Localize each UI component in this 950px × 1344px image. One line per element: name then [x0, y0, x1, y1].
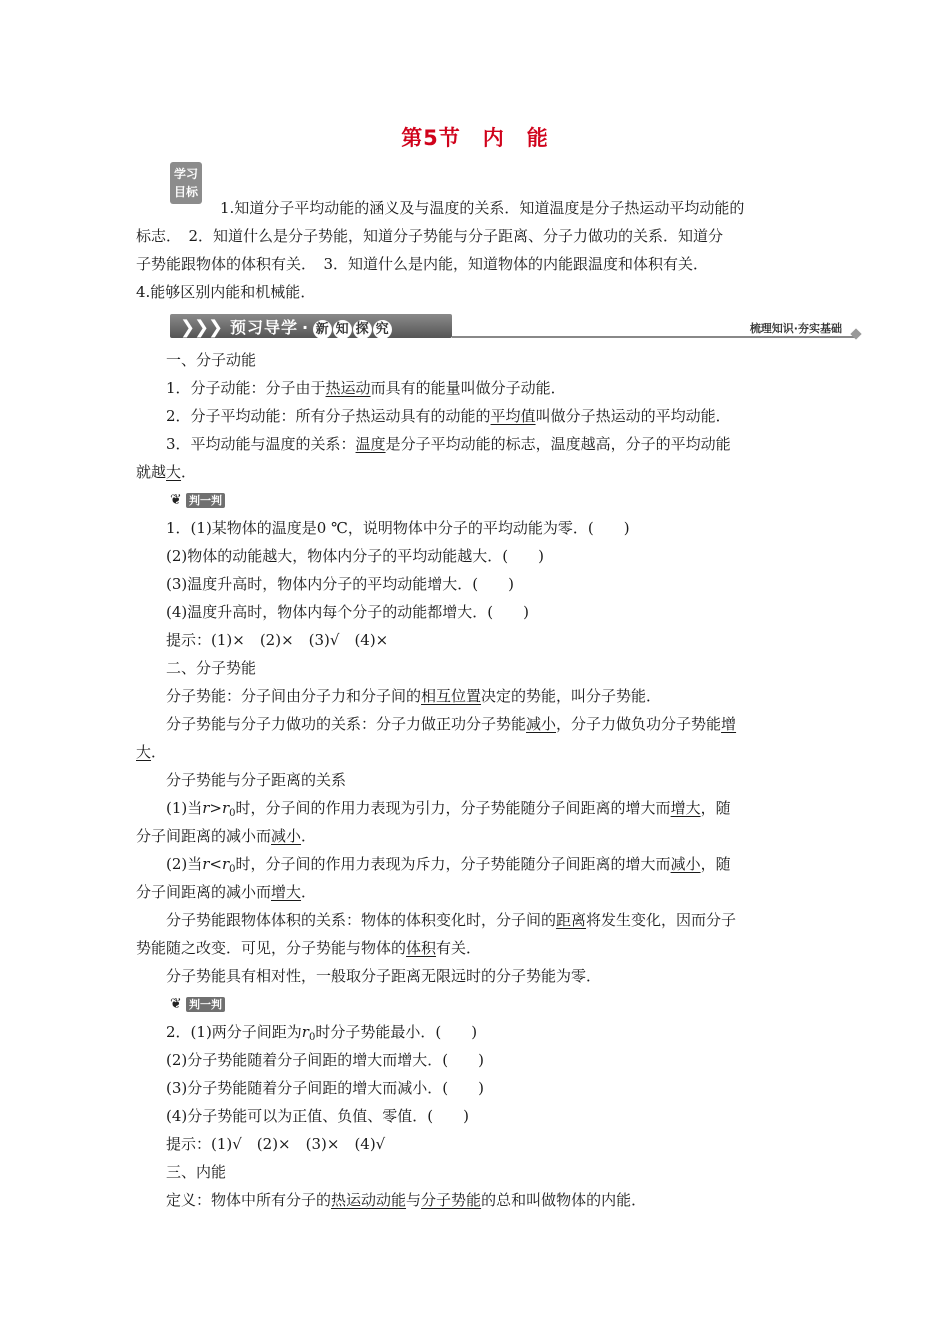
underlined-answer: 距离 [556, 911, 587, 929]
text: 就越 [136, 463, 167, 481]
judge-tag: 判一判 [186, 493, 225, 508]
objectives-line: 子势能跟物体的体积有关． 3．知道什么是内能，知道物体的内能跟温度和体积有关． [136, 255, 709, 273]
banner-title [230, 318, 393, 339]
math-sub: 0 [229, 808, 236, 819]
underlined-answer: 相互位置 [421, 687, 482, 705]
paragraph [136, 850, 816, 878]
paragraph [136, 1186, 816, 1214]
objectives-line: 标志． 2．知道什么是分子势能，知道分子势能与分子距离、分子力做功的关系．知道分 [136, 227, 724, 245]
banner-circle-char: 知 [333, 320, 352, 339]
hint: 提示：(1)× (2)× (3)√ (4)× [166, 631, 389, 649]
objectives-badge-bottom: 目标 [173, 185, 198, 199]
paragraph [136, 822, 816, 850]
question [136, 1018, 816, 1046]
question: (3)分子势能随着分子间距的增大而减小．( ) [166, 1079, 484, 1097]
text: 时，分子间的作用力表现为斥力，分子势能随分子间距离的增大而 [235, 855, 671, 873]
paragraph [136, 430, 816, 458]
text: ． [301, 827, 317, 845]
question: (3)温度升高时，物体内分子的平均动能增大．( ) [166, 575, 514, 593]
text: ，随 [700, 799, 731, 817]
text: 3．平均动能与温度的关系： [166, 435, 356, 453]
math-var: r [202, 855, 210, 873]
text: 的总和叫做物体的内能． [481, 1191, 647, 1209]
objectives-badge-top: 学习 [173, 167, 198, 181]
banner-title-main: 预习导学 [230, 318, 299, 337]
banner-dark-bar [170, 314, 452, 338]
question: 1．(1)某物体的温度是0 ℃，说明物体中分子的平均动能为零．( ) [166, 519, 630, 537]
banner-subtitle: 梳理知识·夯实基础 [749, 322, 842, 335]
text: 分子势能：分子间由分子力和分子间的 [166, 687, 422, 705]
math-sub: 0 [229, 864, 236, 875]
paragraph [136, 402, 816, 430]
text: 分子势能跟物体体积的关系：物体的体积变化时，分子间的 [166, 911, 557, 929]
banner-dot: · [302, 318, 310, 337]
paragraph [136, 738, 816, 766]
section-heading: 三、内能 [166, 1163, 227, 1181]
paragraph [136, 934, 816, 962]
question: (2)分子势能随着分子间距的增大而增大．( ) [166, 1051, 484, 1069]
text: ，随 [700, 855, 731, 873]
text: 定义：物体中所有分子的 [166, 1191, 332, 1209]
math-var: r [202, 799, 210, 817]
main-content [136, 346, 816, 1214]
paragraph: 分子势能具有相对性，一般取分子距离无限远时的分子势能为零． [166, 967, 602, 985]
underlined-answer: 平均值 [490, 407, 536, 425]
leaf-icon: ❦ [170, 492, 182, 508]
underlined-answer: 增 [721, 715, 737, 733]
underlined-answer: 增大 [271, 883, 302, 901]
paragraph [136, 906, 816, 934]
underlined-answer: 增大 [670, 799, 701, 817]
underlined-answer: 热运动动能 [331, 1191, 407, 1209]
paragraph [136, 878, 816, 906]
text: 有关． [436, 939, 482, 957]
text: 1．分子动能：分子由于 [166, 379, 326, 397]
question: (4)温度升高时，物体内每个分子的动能都增大．( ) [166, 603, 529, 621]
text: ，分子力做负功分子势能 [556, 715, 722, 733]
section-banner [170, 312, 862, 342]
text: 与 [406, 1191, 422, 1209]
learning-objectives [136, 194, 816, 306]
paragraph: 分子势能与分子距离的关系 [166, 771, 347, 789]
text: 决定的势能，叫分子势能． [481, 687, 662, 705]
text: 时，分子间的作用力表现为引力，分子势能随分子间距离的增大而 [235, 799, 671, 817]
text: ． [301, 883, 317, 901]
underlined-answer: 减小 [670, 855, 701, 873]
text: 而具有的能量叫做分子动能． [370, 379, 566, 397]
math-var: r [222, 799, 230, 817]
underlined-answer: 减小 [271, 827, 302, 845]
text: 分子势能与分子力做功的关系：分子力做正功分子势能 [166, 715, 527, 733]
paragraph [136, 458, 816, 486]
leaf-icon: ❦ [170, 996, 182, 1012]
judge-label [136, 990, 816, 1018]
text: 分子间距离的减小而 [136, 883, 272, 901]
text: 2．分子平均动能：所有分子热运动具有的动能的 [166, 407, 491, 425]
math-sub: 0 [308, 1032, 316, 1043]
question: (4)分子势能可以为正值、负值、零值．( ) [166, 1107, 469, 1125]
paragraph [136, 682, 816, 710]
underlined-answer: 热运动 [325, 379, 371, 397]
banner-circle-char: 究 [373, 320, 392, 339]
section-heading: 二、分子势能 [166, 659, 257, 677]
banner-circle-char: 新 [313, 320, 332, 339]
text: 是分子平均动能的标志，温度越高，分子的平均动能 [385, 435, 731, 453]
text: (1)当 [166, 799, 203, 817]
text: 势能随之改变．可见，分子势能与物体的 [136, 939, 407, 957]
underlined-answer: 分子势能 [421, 1191, 482, 1209]
underlined-answer: 大 [136, 743, 152, 761]
paragraph [136, 794, 816, 822]
banner-circle-char: 探 [353, 320, 372, 339]
judge-label [136, 486, 816, 514]
underlined-answer: 减小 [526, 715, 557, 733]
math-op: > [209, 799, 222, 817]
page-title: 第5节 内 能 [401, 126, 549, 150]
text: 将发生变化，因而分子 [586, 911, 737, 929]
underlined-answer: 大 [166, 463, 182, 481]
question: (2)物体的动能越大，物体内分子的平均动能越大．( ) [166, 547, 544, 565]
math-var: r [222, 855, 230, 873]
underlined-answer: 温度 [355, 435, 386, 453]
hint: 提示：(1)√ (2)× (3)× (4)√ [166, 1135, 386, 1153]
section-heading: 一、分子动能 [166, 351, 257, 369]
judge-tag: 判一判 [186, 997, 225, 1012]
objectives-line: 4.能够区别内能和机械能． [136, 283, 316, 301]
objectives-line: 1.知道分子平均动能的涵义及与温度的关系．知道温度是分子热运动平均动能的 [220, 199, 745, 217]
text: 叫做分子热运动的平均动能． [535, 407, 731, 425]
underlined-answer: 体积 [406, 939, 437, 957]
paragraph [136, 374, 816, 402]
text: 时分子势能最小．( ) [315, 1023, 478, 1041]
chevron-right-icon: ❯ [208, 317, 224, 338]
text: ． [181, 463, 197, 481]
chevron-right-icon: ❯ [194, 317, 210, 338]
chevron-right-icon: ❯ [180, 317, 196, 338]
banner-divider [452, 336, 856, 338]
text: (2)当 [166, 855, 203, 873]
text: ． [151, 743, 167, 761]
text: 2．(1)两分子间距为 [166, 1023, 302, 1041]
math-var: r [301, 1023, 309, 1041]
math-op: < [209, 855, 222, 873]
text: 分子间距离的减小而 [136, 827, 272, 845]
paragraph [136, 710, 816, 738]
